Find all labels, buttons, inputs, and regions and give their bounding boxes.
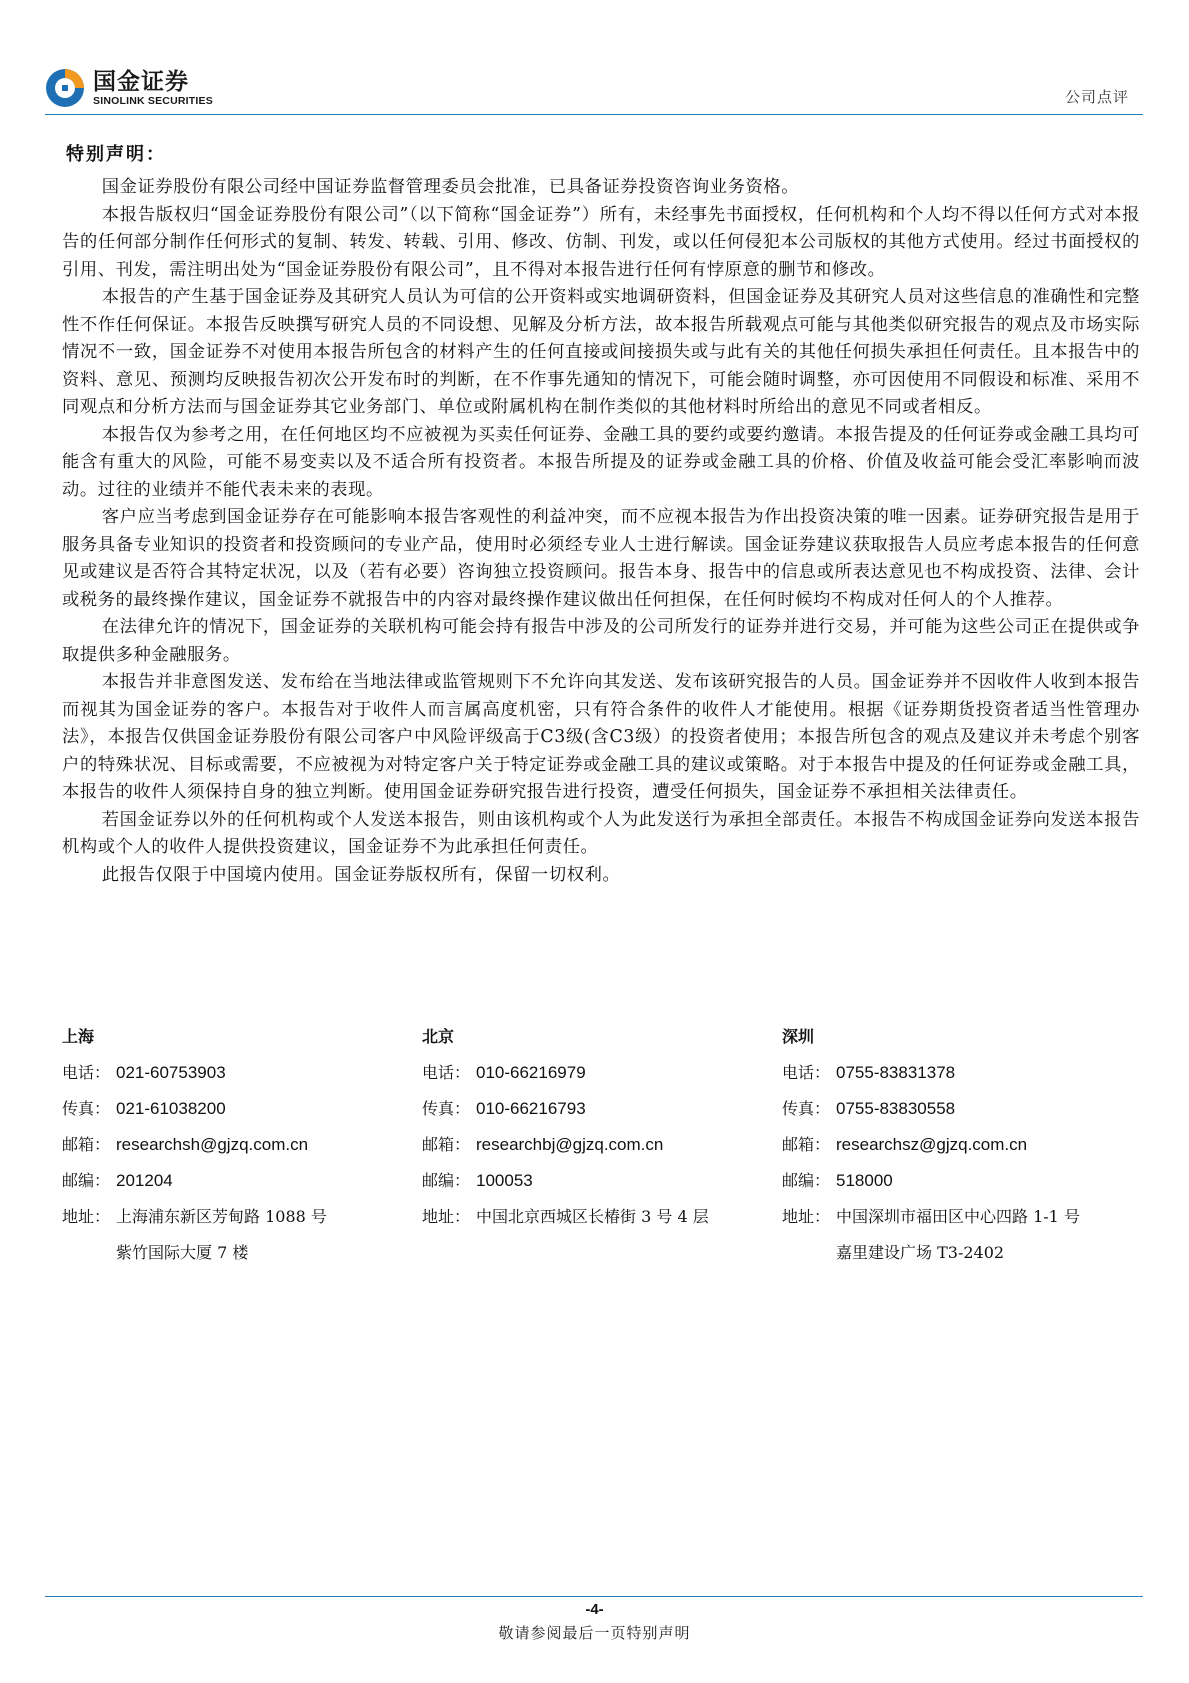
office-fax: 0755-83830558 (836, 1099, 956, 1118)
office-postcode: 518000 (836, 1171, 893, 1190)
office-contacts (62, 1024, 1142, 1276)
office-address: 中国深圳市福田区中心四路 1-1 号 (836, 1207, 1080, 1226)
office-postcode: 201204 (116, 1171, 173, 1190)
disclaimer-section (62, 142, 1140, 889)
office-postcode: 100053 (476, 1171, 533, 1190)
address-label: 地址： (62, 1207, 111, 1226)
office-address-continued: 嘉里建设广场 T3-2402 (836, 1243, 1005, 1262)
office-shanghai (62, 1024, 422, 1276)
office-fax: 021-61038200 (116, 1099, 226, 1118)
office-address: 中国北京西城区长椿街 3 号 4 层 (476, 1207, 709, 1226)
disclaimer-paragraph: 国金证券股份有限公司经中国证券监督管理委员会批准，已具备证券投资咨询业务资格。 (101, 177, 800, 197)
phone-label: 电话： (422, 1063, 471, 1082)
office-email[interactable]: researchsh@gjzq.com.cn (116, 1135, 309, 1154)
email-label: 邮箱： (62, 1135, 111, 1154)
fax-label: 传真： (782, 1099, 831, 1118)
office-fax: 010-66216793 (476, 1099, 586, 1118)
email-label: 邮箱： (422, 1135, 471, 1154)
office-shenzhen (782, 1024, 1142, 1276)
disclaimer-paragraph: 在法律允许的情况下，国金证券的关联机构可能会持有报告中涉及的公司所发行的证券并进行交易，并可能为这些公司正在提供或争取提供多种金融服务。 (62, 617, 1140, 665)
disclaimer-paragraph: 本报告仅为参考之用，在任何地区均不应被视为买卖任何证券、金融工具的要约或要约邀请。本报告提及的任何证券或金融工具均可能含有重大的风险，可能不易变卖以及不适合所有投资者。本报告所提及的证券或金融工具的价格、价值及收益可能会受汇率影响而波动。过往的业绩并不能代表未来的表现。 (62, 424, 1140, 500)
report-type-label: 公司点评 (1064, 88, 1129, 106)
postcode-label: 邮编： (62, 1171, 111, 1190)
disclaimer-paragraph: 本报告版权归“国金证券股份有限公司”（以下简称“国金证券”）所有，未经事先书面授权，任何机构和个人均不得以任何方式对本报告的任何部分制作任何形式的复制、转发、转载、引用、修改、仿制、刊发，或以任何侵犯本公司版权的其他方式使用。经过书面授权的引用、刊发，需注明出处为“国金证券股份有限公司”，且不得对本报告进行任何有悖原意的删节和修改。 (62, 204, 1140, 280)
office-address-continued: 紫竹国际大厦 7 楼 (116, 1243, 249, 1262)
office-name: 深圳 (782, 1027, 815, 1046)
disclaimer-paragraph: 若国金证券以外的任何机构或个人发送本报告，则由该机构或个人为此发送行为承担全部责任。本报告不构成国金证券向发送本报告机构或个人的收件人提供投资建议，国金证券不为此承担任何责任。 (62, 809, 1140, 857)
logo-english-name: SINOLINK SECURITIES (93, 95, 213, 107)
logo-mark-icon (45, 68, 85, 108)
footer-divider (45, 1596, 1143, 1597)
page-number: -4- (585, 1601, 604, 1618)
page-header (45, 66, 1143, 116)
fax-label: 传真： (62, 1099, 111, 1118)
postcode-label: 邮编： (422, 1171, 471, 1190)
office-phone: 010-66216979 (476, 1063, 586, 1082)
company-logo (45, 66, 213, 110)
disclaimer-paragraph: 此报告仅限于中国境内使用。国金证券版权所有，保留一切权利。 (101, 864, 621, 885)
disclaimer-title: 特别声明： (66, 144, 166, 165)
header-divider (45, 114, 1143, 115)
logo-chinese-name: 国金证券 (93, 69, 189, 95)
office-email[interactable]: researchsz@gjzq.com.cn (836, 1135, 1028, 1154)
office-address: 上海浦东新区芳甸路 1088 号 (116, 1207, 327, 1226)
address-label: 地址： (782, 1207, 831, 1226)
address-label: 地址： (422, 1207, 471, 1226)
disclaimer-paragraph: 本报告的产生基于国金证券及其研究人员认为可信的公开资料或实地调研资料，但国金证券及其研究人员对这些信息的准确性和完整性不作任何保证。本报告反映撰写研究人员的不同设想、见解及分析方法，故本报告所载观点可能与其他类似研究报告的观点及市场实际情况不一致，国金证券不对使用本报告所包含的材料产生的任何直接或间接损失或与此有关的其他任何损失承担任何责任。且本报告中的资料、意见、预测均反映报告初次公开发布时的判断，在不作事先通知的情况下，可能会随时调整，亦可因使用不同假设和标准、采用不同观点和分析方法而与国金证券其它业务部门、单位或附属机构在制作类似的其他材料时所给出的意见不同或者相反。 (62, 287, 1140, 417)
footer-note: 敬请参阅最后一页特别声明 (498, 1624, 691, 1642)
office-email[interactable]: researchbj@gjzq.com.cn (476, 1135, 664, 1154)
office-name: 上海 (62, 1027, 95, 1046)
email-label: 邮箱： (782, 1135, 831, 1154)
office-name: 北京 (422, 1027, 455, 1046)
disclaimer-paragraph: 本报告并非意图发送、发布给在当地法律或监管规则下不允许向其发送、发布该研究报告的人员。国金证券并不因收件人收到本报告而视其为国金证券的客户。本报告对于收件人而言属高度机密，只有符合条件的收件人才能使用。根据《证券期货投资者适当性管理办法》，本报告仅供国金证券股份有限公司客户中风险评级高于C3级(含C3级）的投资者使用；本报告所包含的观点及建议并未考虑个别客户的特殊状况、目标或需要，不应被视为对特定客户关于特定证券或金融工具的建议或策略。对于本报告中提及的任何证券或金融工具，本报告的收件人须保持自身的独立判断。使用国金证券研究报告进行投资，遭受任何损失，国金证券不承担相关法律责任。 (62, 672, 1140, 802)
phone-label: 电话： (782, 1063, 831, 1082)
postcode-label: 邮编： (782, 1171, 831, 1190)
office-phone: 021-60753903 (116, 1063, 226, 1082)
office-phone: 0755-83831378 (836, 1063, 956, 1082)
fax-label: 传真： (422, 1099, 471, 1118)
disclaimer-paragraph: 客户应当考虑到国金证券存在可能影响本报告客观性的利益冲突，而不应视本报告为作出投资决策的唯一因素。证券研究报告是用于服务具备专业知识的投资者和投资顾问的专业产品，使用时必须经专业人士进行解读。国金证券建议获取报告人员应考虑本报告的任何意见或建议是否符合其特定状况，以及（若有必要）咨询独立投资顾问。报告本身、报告中的信息或所表达意见也不构成投资、法律、会计或税务的最终操作建议，国金证券不就报告中的内容对最终操作建议做出任何担保，在任何时候均不构成对任何人的个人推荐。 (62, 507, 1140, 610)
phone-label: 电话： (62, 1063, 111, 1082)
office-beijing (422, 1024, 782, 1276)
